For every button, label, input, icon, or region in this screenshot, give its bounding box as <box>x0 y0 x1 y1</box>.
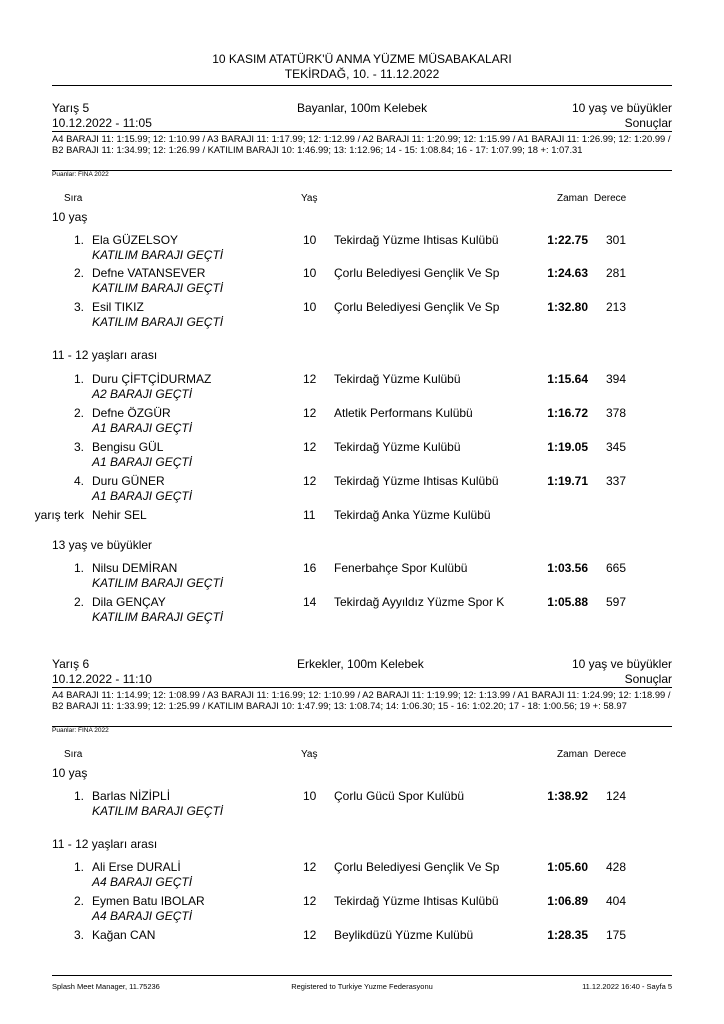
swim-time: 1:15.64 <box>547 372 588 386</box>
rank: 1. <box>73 372 84 386</box>
swimmer-name: Barlas NİZİPLİ <box>92 789 171 803</box>
fina-points: 281 <box>606 266 627 280</box>
swimmer-name: Nehir SEL <box>92 508 147 522</box>
race6-event: Erkekler, 100m Kelebek <box>297 657 424 671</box>
race5-points-note: Puanlar: FINA 2022 <box>52 171 109 178</box>
swimmer-name: Ela GÜZELSOY <box>92 233 179 247</box>
race6-agegroup: 10 yaş ve büyükler <box>571 657 672 671</box>
race5-col-rank: Sıra <box>64 193 83 204</box>
fina-points: 345 <box>606 440 627 454</box>
club-name: Çorlu Belediyesi Gençlik Ve Sp <box>334 860 500 874</box>
swimmer-age: 12 <box>303 474 317 488</box>
race5-datetime: 10.12.2022 - 11:05 <box>52 116 152 130</box>
rank: 1. <box>73 860 84 874</box>
swim-time: 1:19.05 <box>547 440 588 454</box>
swim-time: 1:38.92 <box>547 789 588 803</box>
club-name: Tekirdağ Ayyıldız Yüzme Spor K <box>334 595 505 609</box>
race5-qualifying-times: A4 BARAJI 11: 1:15.99; 12: 1:10.99 / A3 BARAJI 11: 1:17.99; 12: 1:12.99 / A2 BARAJI 11: 1:20.99; 12: 1:15.99 / A1 BARAJI 11: 1:26.99; 12: 1:20.99 / B2 BARAJI 11: 1:34.99; 12: 1:26.99 / KATILIM BARAJI 10: 1:46.99; 13: 1:12.96; 14 - 15: 1:08.84; 16 - 17: 1:07.99; 18 +: 1:07.31 <box>52 133 671 155</box>
swimmer-age: 10 <box>303 300 317 314</box>
race5-event: Bayanlar, 100m Kelebek <box>297 101 428 115</box>
rank: 2. <box>73 595 84 609</box>
qualification-note: KATILIM BARAJI GEÇTİ <box>92 315 224 329</box>
qualification-note: A4 BARAJI GEÇTİ <box>92 875 193 889</box>
swim-time: 1:28.35 <box>547 928 588 942</box>
race6-divider <box>52 687 672 688</box>
fina-points: 394 <box>606 372 627 386</box>
fina-points: 124 <box>606 789 627 803</box>
race6-col-age: Yaş <box>301 749 318 760</box>
fina-points: 378 <box>606 406 627 420</box>
header-divider <box>52 85 672 86</box>
rank: 1. <box>73 789 84 803</box>
footer-date-page: 11.12.2022 16:40 - Sayfa 5 <box>582 982 672 991</box>
swimmer-name: Nilsu DEMİRAN <box>92 561 178 575</box>
club-name: Çorlu Gücü Spor Kulübü <box>334 789 465 803</box>
meet-title: 10 KASIM ATATÜRK'Ü ANMA YÜZME MÜSABAKALARI <box>212 52 512 66</box>
swimmer-age: 16 <box>303 561 317 575</box>
swimmer-age: 12 <box>303 440 317 454</box>
fina-points: 337 <box>606 474 627 488</box>
swimmer-name: Esil TIKIZ <box>92 300 144 314</box>
fina-points: 428 <box>606 860 627 874</box>
race5-col-age: Yaş <box>301 193 318 204</box>
qualification-note: A4 BARAJI GEÇTİ <box>92 909 193 923</box>
race5-divider-2 <box>52 170 672 171</box>
swimmer-age: 12 <box>303 372 317 386</box>
swim-time: 1:24.63 <box>547 266 588 280</box>
club-name: Çorlu Belediyesi Gençlik Ve Sp <box>334 266 500 280</box>
swimmer-age: 12 <box>303 860 317 874</box>
swimmer-name: Ali Erse DURALİ <box>92 860 181 874</box>
race5-divider <box>52 131 672 132</box>
rank: 2. <box>73 406 84 420</box>
rank: 3. <box>73 928 84 942</box>
swimmer-name: Duru GÜNER <box>92 474 165 488</box>
swimmer-name: Bengisu GÜL <box>92 440 164 454</box>
swim-time: 1:22.75 <box>547 233 588 247</box>
rank: 1. <box>73 233 84 247</box>
qualification-note: A1 BARAJI GEÇTİ <box>92 489 193 503</box>
swimmer-age: 12 <box>303 894 317 908</box>
fina-points: 404 <box>606 894 627 908</box>
fina-points: 597 <box>606 595 627 609</box>
swimmer-age: 12 <box>303 928 317 942</box>
race6-divider-2 <box>52 726 672 727</box>
race6-datetime: 10.12.2022 - 11:10 <box>52 672 152 686</box>
club-name: Tekirdağ Anka Yüzme Kulübü <box>334 508 491 522</box>
rank: 2. <box>73 894 84 908</box>
race5-col-points: Derece <box>594 193 627 204</box>
race6-group-title: 11 - 12 yaşları arası <box>52 837 158 851</box>
race5-group-title: 13 yaş ve büyükler <box>52 538 153 552</box>
footer-software: Splash Meet Manager, 11.75236 <box>52 982 160 991</box>
rank: 2. <box>73 266 84 280</box>
swimmer-name: Dila GENÇAY <box>92 595 166 609</box>
swimmer-age: 10 <box>303 233 317 247</box>
swim-time: 1:05.60 <box>547 860 588 874</box>
qualification-note: KATILIM BARAJI GEÇTİ <box>92 248 224 262</box>
race6-qualifying-times: A4 BARAJI 11: 1:14.99; 12: 1:08.99 / A3 BARAJI 11: 1:16.99; 12: 1:10.99 / A2 BARAJI 11: 1:19.99; 12: 1:13.99 / A1 BARAJI 11: 1:24.99; 12: 1:18.99 / B2 BARAJI 11: 1:33.99; 12: 1:25.99 / KATILIM BARAJI 10: 1:47.99; 13: 1:08.74; 14: 1:06.30; 15 - 16: 1:02.20; 17 - 18: 1:00.56; 19 +: 58.97 <box>52 689 671 711</box>
qualification-note: KATILIM BARAJI GEÇTİ <box>92 610 224 624</box>
swim-time: 1:19.71 <box>547 474 588 488</box>
club-name: Tekirdağ Yüzme Kulübü <box>334 440 461 454</box>
footer-divider <box>52 975 672 976</box>
race5-group-title: 10 yaş <box>52 210 88 224</box>
club-name: Beylikdüzü Yüzme Kulübü <box>334 928 474 942</box>
race6-group-title: 10 yaş <box>52 766 88 780</box>
fina-points: 175 <box>606 928 627 942</box>
fina-points: 301 <box>606 233 627 247</box>
qualification-note: A2 BARAJI GEÇTİ <box>92 387 193 401</box>
swim-time: 1:05.88 <box>547 595 588 609</box>
race6-col-time: Zaman <box>557 749 589 760</box>
qualification-note: KATILIM BARAJI GEÇTİ <box>92 804 224 818</box>
race6-points-note: Puanlar: FINA 2022 <box>52 727 109 734</box>
race6-col-points: Derece <box>594 749 627 760</box>
swimmer-age: 11 <box>303 508 316 522</box>
swimmer-age: 10 <box>303 266 317 280</box>
swimmer-name: Kağan CAN <box>92 928 156 942</box>
club-name: Tekirdağ Yüzme Ihtisas Kulübü <box>334 894 499 908</box>
club-name: Tekirdağ Yüzme Ihtisas Kulübü <box>334 233 499 247</box>
fina-points: 665 <box>606 561 627 575</box>
swimmer-name: Eymen Batu IBOLAR <box>92 894 205 908</box>
race6-col-rank: Sıra <box>64 749 83 760</box>
rank: 3. <box>73 300 84 314</box>
race5-number: Yarış 5 <box>52 101 90 115</box>
race6-number: Yarış 6 <box>52 657 90 671</box>
rank: yarış terk <box>34 508 84 522</box>
race5-agegroup: 10 yaş ve büyükler <box>571 101 672 115</box>
qualification-note: KATILIM BARAJI GEÇTİ <box>92 281 224 295</box>
race5-results-label: Sonuçlar <box>624 116 672 130</box>
swimmer-age: 12 <box>303 406 317 420</box>
club-name: Çorlu Belediyesi Gençlik Ve Sp <box>334 300 500 314</box>
swimmer-name: Duru ÇİFTÇİDURMAZ <box>92 372 212 386</box>
rank: 4. <box>73 474 84 488</box>
qualification-note: KATILIM BARAJI GEÇTİ <box>92 576 224 590</box>
club-name: Tekirdağ Yüzme Kulübü <box>334 372 461 386</box>
club-name: Atletik Performans Kulübü <box>334 406 473 420</box>
swimmer-age: 10 <box>303 789 317 803</box>
swimmer-name: Defne ÖZGÜR <box>92 406 171 420</box>
race6-results-label: Sonuçlar <box>624 672 672 686</box>
race5-group-title: 11 - 12 yaşları arası <box>52 348 158 362</box>
qualification-note: A1 BARAJI GEÇTİ <box>92 455 193 469</box>
fina-points: 213 <box>606 300 627 314</box>
club-name: Fenerbahçe Spor Kulübü <box>334 561 468 575</box>
swim-time: 1:06.89 <box>547 894 588 908</box>
race5-col-time: Zaman <box>557 193 589 204</box>
swimmer-name: Defne VATANSEVER <box>92 266 206 280</box>
meet-location-date: TEKİRDAĞ, 10. - 11.12.2022 <box>284 67 440 81</box>
swim-time: 1:03.56 <box>547 561 588 575</box>
rank: 3. <box>73 440 84 454</box>
swim-time: 1:32.80 <box>547 300 588 314</box>
swimmer-age: 14 <box>303 595 317 609</box>
swim-time: 1:16.72 <box>547 406 588 420</box>
rank: 1. <box>73 561 84 575</box>
club-name: Tekirdağ Yüzme Ihtisas Kulübü <box>334 474 499 488</box>
qualification-note: A1 BARAJI GEÇTİ <box>92 421 193 435</box>
footer-registration: Registered to Turkiye Yuzme Federasyonu <box>291 982 433 991</box>
